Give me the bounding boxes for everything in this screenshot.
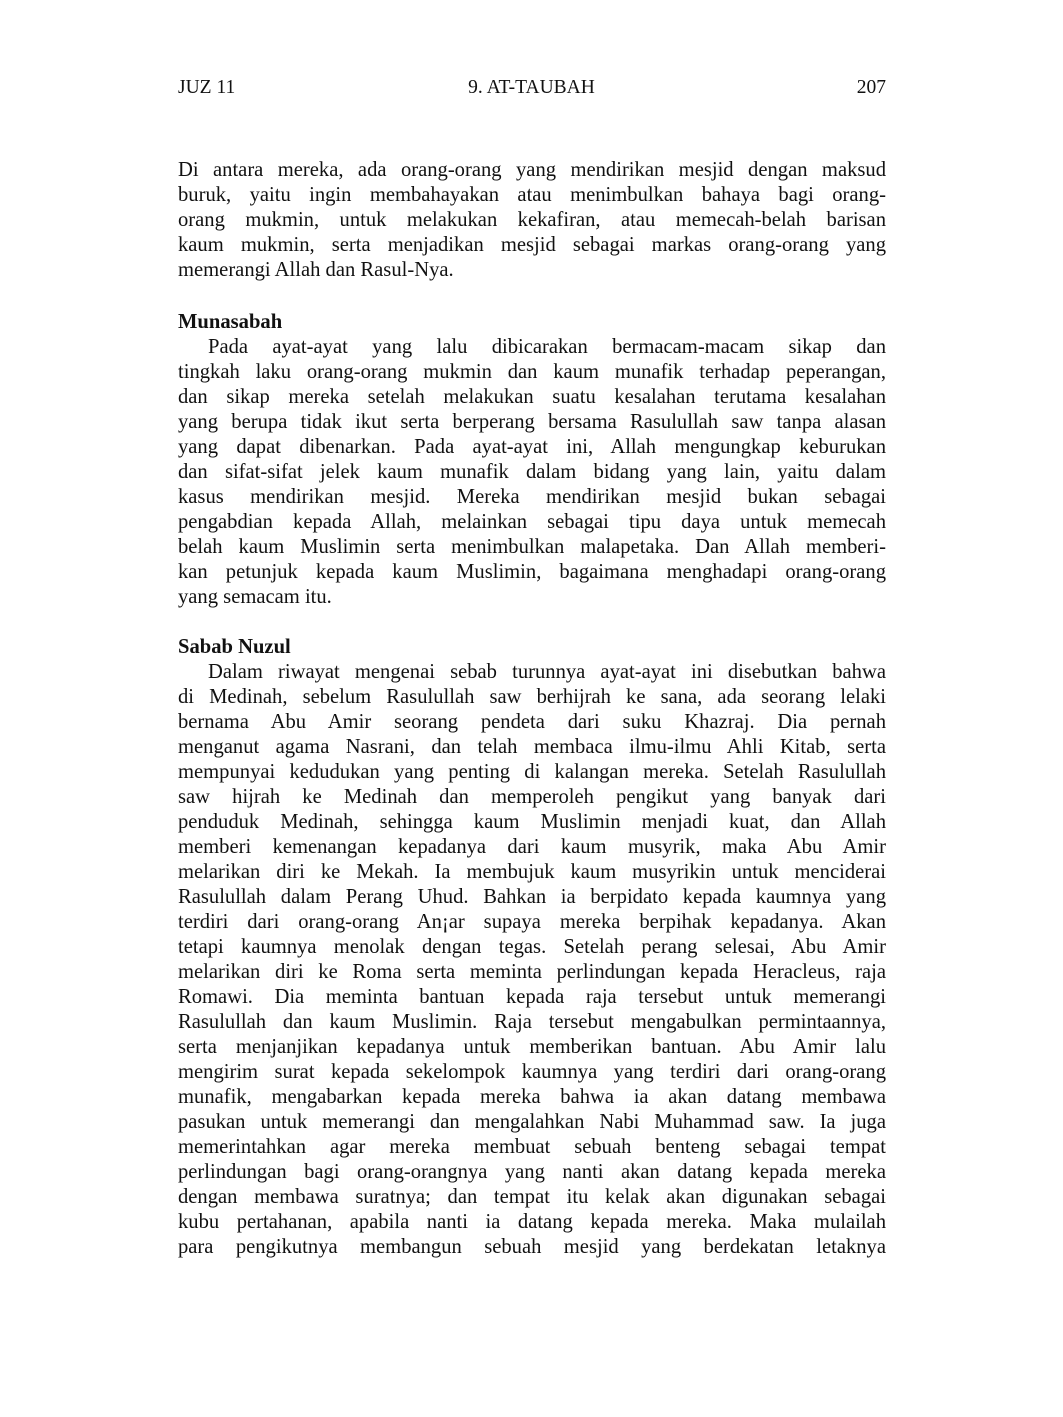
text-line: pengabdian kepada Allah, melainkan sebagai tipu daya untuk memecah [178,511,886,533]
page-number: 207 [856,77,886,98]
text-line: dan sikap mereka setelah melakukan suatu kesalahan terutama kesalahan [178,386,886,408]
text-line: saw hijrah ke Medinah dan memperoleh pengikut yang banyak dari [178,786,886,808]
text-line: belah kaum Muslimin serta menimbulkan malapetaka. Dan Allah memberi- [178,536,886,558]
page-body [178,158,886,1260]
text-line: Dalam riwayat mengenai sebab turunnya ayat-ayat ini disebutkan bahwa [208,661,886,683]
text-line: dengan membawa suratnya; dan tempat itu kelak akan digunakan sebagai [178,1186,886,1208]
text-line: Rasulullah dan kaum Muslimin. Raja tersebut mengabulkan permintaannya, [178,1011,886,1033]
text-line: kaum mukmin, serta menjadikan mesjid sebagai markas orang-orang yang [178,234,886,256]
paragraph-sabab-nuzul [178,660,886,1260]
text-line: tetapi kaumnya menolak dengan tegas. Setelah perang selesai, Abu Amir [178,936,886,958]
running-header-juz: JUZ 11 [178,77,236,98]
text-line: Rasulullah dalam Perang Uhud. Bahkan ia berpidato kepada kaumnya yang [178,886,886,908]
text-line: memerintahkan agar mereka membuat sebuah benteng sebagai tempat [178,1136,886,1158]
text-line: memerangi Allah dan Rasul-Nya. [178,259,454,281]
text-line: Pada ayat-ayat yang lalu dibicarakan bermacam-macam sikap dan [208,336,886,358]
running-header-surah: 9. AT-TAUBAH [468,77,595,98]
text-line: menganut agama Nasrani, dan telah membaca ilmu-ilmu Ahli Kitab, serta [178,736,886,758]
paragraph-munasabah [178,335,886,610]
text-line: orang mukmin, untuk melakukan kekafiran, atau memecah-belah barisan [178,209,886,231]
heading-sabab-nuzul: Sabab Nuzul [178,636,291,658]
text-line: di Medinah, sebelum Rasulullah saw berhijrah ke sana, ada seorang lelaki [178,686,886,708]
text-line: dan sifat-sifat jelek kaum munafik dalam bidang yang lain, yaitu dalam [178,461,886,483]
text-line: para pengikutnya membangun sebuah mesjid yang berdekatan letaknya [178,1236,886,1258]
text-line: bernama Abu Amir seorang pendeta dari suku Khazraj. Dia pernah [178,711,886,733]
text-line: Di antara mereka, ada orang-orang yang mendirikan mesjid dengan maksud [178,159,886,181]
text-line: munafik, mengabarkan kepada mereka bahwa ia akan datang membawa [178,1086,886,1108]
text-line: Romawi. Dia meminta bantuan kepada raja tersebut untuk memerangi [178,986,886,1008]
text-line: yang semacam itu. [178,586,332,608]
text-line: penduduk Medinah, sehingga kaum Muslimin menjadi kuat, dan Allah [178,811,886,833]
text-line: melarikan diri ke Roma serta meminta perlindungan kepada Heracleus, raja [178,961,886,983]
text-line: melarikan diri ke Mekah. Ia membujuk kaum musyrikin untuk menciderai [178,861,886,883]
text-line: kan petunjuk kepada kaum Muslimin, bagaimana menghadapi orang-orang [178,561,886,583]
text-line: buruk, yaitu ingin membahayakan atau menimbulkan bahaya bagi orang- [178,184,886,206]
paragraph-intro [178,158,886,283]
text-line: kubu pertahanan, apabila nanti ia datang kepada mereka. Maka mulailah [178,1211,886,1233]
text-line: mempunyai kedudukan yang penting di kalangan mereka. Setelah Rasulullah [178,761,886,783]
text-line: memberi kemenangan kepadanya dari kaum musyrik, maka Abu Amir [178,836,886,858]
text-line: terdiri dari orang-orang An¡ar supaya mereka berpihak kepadanya. Akan [178,911,886,933]
text-line: perlindungan bagi orang-orangnya yang nanti akan datang kepada mereka [178,1161,886,1183]
text-line: yang berupa tidak ikut serta berperang bersama Rasulullah saw tanpa alasan [178,411,886,433]
heading-munasabah: Munasabah [178,311,283,333]
text-line: pasukan untuk memerangi dan mengalahkan Nabi Muhammad saw. Ia juga [178,1111,886,1133]
text-line: yang dapat dibenarkan. Pada ayat-ayat ini, Allah mengungkap keburukan [178,436,886,458]
text-line: mengirim surat kepada sekelompok kaumnya yang terdiri dari orang-orang [178,1061,886,1083]
text-line: tingkah laku orang-orang mukmin dan kaum munafik terhadap peperangan, [178,361,886,383]
text-line: serta menjanjikan kepadanya untuk memberikan bantuan. Abu Amir lalu [178,1036,886,1058]
text-line: kasus mendirikan mesjid. Mereka mendirikan mesjid bukan sebagai [178,486,886,508]
